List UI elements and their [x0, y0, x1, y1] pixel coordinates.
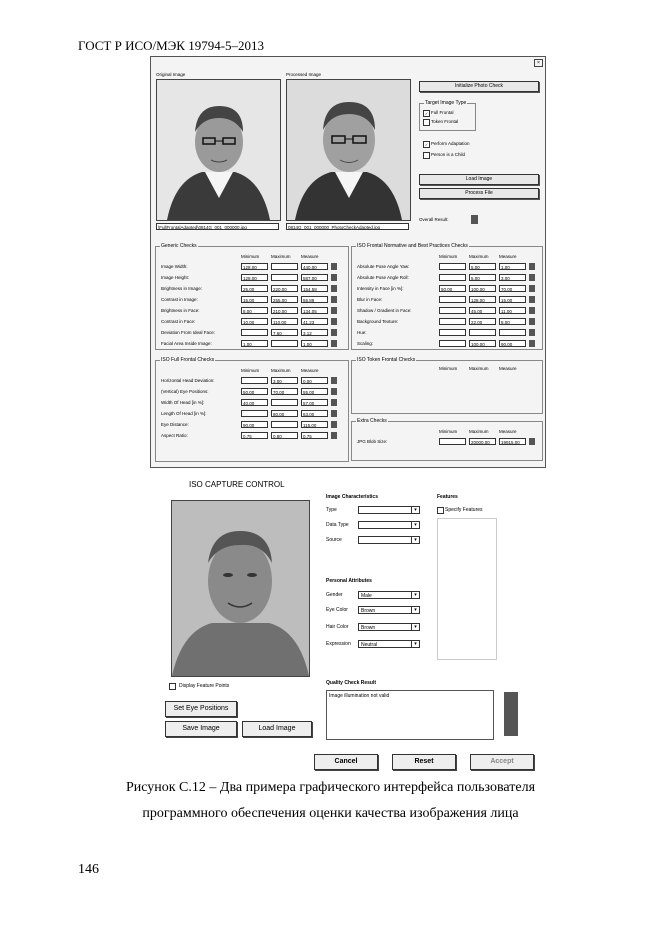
- maximum-field[interactable]: [271, 274, 298, 281]
- measure-field: 587.00: [301, 274, 328, 281]
- result-indicator: [331, 377, 337, 384]
- maximum-field[interactable]: 100.00: [469, 285, 496, 292]
- load-image-button-2[interactable]: Load Image: [242, 721, 312, 737]
- maximum-field[interactable]: 5.00: [469, 274, 496, 281]
- maximum-field[interactable]: 110.00: [271, 318, 298, 325]
- initialize-photo-check-button[interactable]: Initialize Photo Check: [419, 81, 539, 92]
- check-label: Image Height:: [161, 275, 190, 280]
- check-label: Hue:: [357, 330, 367, 335]
- measure-field: 1.00: [301, 340, 328, 347]
- original-image: [156, 79, 281, 221]
- check-label: Contrast in Face:: [161, 319, 196, 324]
- result-indicator: [331, 296, 337, 303]
- result-indicator: [331, 329, 337, 336]
- column-header: Minimum: [439, 366, 458, 371]
- perform-adaptation-label: Perform Adaptation: [431, 141, 470, 146]
- minimum-field[interactable]: 10.00: [241, 318, 268, 325]
- chevron-down-icon: ▾: [411, 507, 419, 513]
- check-label: Blur in Face:: [357, 297, 383, 302]
- measure-field: 440.00: [301, 263, 328, 270]
- measure-field: 41.23: [301, 318, 328, 325]
- measure-field: 57.00: [301, 399, 328, 406]
- original-image-label: Original Image: [156, 72, 186, 77]
- column-header: Measure: [499, 429, 517, 434]
- minimum-field[interactable]: [439, 274, 466, 281]
- measure-field: 154.58: [301, 285, 328, 292]
- chevron-down-icon: ▾: [411, 522, 419, 528]
- measure-field: 55.89: [301, 296, 328, 303]
- extra-checks-title: Extra Checks: [357, 418, 387, 424]
- result-indicator: [529, 318, 535, 325]
- measure-field: 15.00: [499, 296, 526, 303]
- person-child-checkbox[interactable]: [423, 152, 430, 159]
- gender-select[interactable]: [358, 591, 420, 599]
- minimum-field[interactable]: [439, 438, 466, 445]
- display-feature-points-checkbox[interactable]: [169, 683, 176, 690]
- result-indicator: [331, 263, 337, 270]
- result-indicator: [529, 438, 535, 445]
- chevron-down-icon: ▾: [411, 607, 419, 613]
- maximum-field[interactable]: [271, 340, 298, 347]
- column-header: Maximum: [271, 368, 291, 373]
- iso-full-frontal-title: ISO Full Frontal Checks: [161, 357, 215, 363]
- chevron-down-icon: ▾: [411, 641, 419, 647]
- figure-caption-line1: Рисунок С.12 – Два примера графического интерфейса пользователя: [125, 780, 536, 795]
- measure-field: 0.00: [301, 377, 328, 384]
- result-indicator: [529, 340, 535, 347]
- result-indicator: [331, 399, 337, 406]
- overall-result-indicator: [471, 215, 478, 224]
- maximum-field[interactable]: 22.00: [469, 318, 496, 325]
- processed-image: [286, 79, 411, 221]
- measure-field: 8.00: [499, 318, 526, 325]
- minimum-field[interactable]: [439, 263, 466, 270]
- check-label: Absolute Pose Angle Yaw:: [357, 264, 410, 269]
- gender-label: Gender: [326, 592, 343, 598]
- maximum-field[interactable]: 45.00: [469, 307, 496, 314]
- result-indicator: [529, 274, 535, 281]
- perform-adaptation-checkbox[interactable]: ✓: [424, 142, 429, 147]
- minimum-field[interactable]: [439, 296, 466, 303]
- reset-button[interactable]: Reset: [392, 754, 456, 770]
- measure-field: 90.00: [499, 340, 526, 347]
- measure-field: 1.00: [499, 263, 526, 270]
- check-label: Background Texture:: [357, 319, 399, 324]
- chevron-down-icon: ▾: [411, 537, 419, 543]
- full-frontal-label: Full Frontal: [431, 110, 454, 115]
- cancel-button[interactable]: Cancel: [314, 754, 378, 770]
- check-label: Eye Distance:: [161, 422, 189, 427]
- minimum-field[interactable]: 1.00: [241, 340, 268, 347]
- minimum-field[interactable]: [241, 377, 268, 384]
- measure-field: 70.00: [499, 285, 526, 292]
- token-frontal-radio[interactable]: [423, 119, 430, 126]
- maximum-field[interactable]: 128.00: [469, 296, 496, 303]
- data-type-select[interactable]: [358, 521, 420, 529]
- quality-result-label: Quality Check Result: [326, 680, 377, 686]
- maximum-field[interactable]: [271, 421, 298, 428]
- overall-result-label: Overall Result:: [419, 217, 449, 222]
- minimum-field[interactable]: [439, 340, 466, 347]
- target-image-type-group: [419, 100, 476, 131]
- result-indicator: [331, 285, 337, 292]
- chevron-down-icon: ▾: [411, 624, 419, 630]
- minimum-field[interactable]: 50.00: [241, 388, 268, 395]
- image-characteristics-label: Image Characteristics: [326, 494, 378, 500]
- capture-title: ISO CAPTURE CONTROL: [189, 480, 285, 489]
- measure-field: 3.00: [499, 274, 526, 281]
- result-indicator: [331, 307, 337, 314]
- measure-field: 19915.00: [499, 438, 526, 445]
- check-label: Contrast in Image:: [161, 297, 198, 302]
- generic-checks-title: Generic Checks: [161, 243, 197, 249]
- eye-color-select[interactable]: [358, 606, 420, 614]
- hair-color-value: Brown: [361, 625, 376, 631]
- maximum-field[interactable]: 80.00: [271, 410, 298, 417]
- minimum-field[interactable]: [439, 307, 466, 314]
- token-frontal-label: Token Frontal: [431, 119, 459, 124]
- figure-caption-line2: программного обеспечения оценки качества изображения лица: [142, 806, 519, 821]
- check-label: Aspect Ratio:: [161, 433, 188, 438]
- features-label: Features: [437, 494, 458, 500]
- column-header: Maximum: [469, 254, 489, 259]
- specify-features-label: Specify Features: [445, 507, 483, 513]
- minimum-field[interactable]: 15.00: [241, 296, 268, 303]
- minimum-field[interactable]: 128.00: [241, 274, 268, 281]
- column-header: Minimum: [241, 368, 260, 373]
- type-select[interactable]: [358, 506, 420, 514]
- check-label: Length Of Head [in %]:: [161, 411, 207, 416]
- load-image-button[interactable]: Load Image: [419, 174, 539, 185]
- result-indicator: [331, 340, 337, 347]
- measure-field: 11.00: [499, 307, 526, 314]
- hair-color-select[interactable]: [358, 623, 420, 631]
- save-image-button[interactable]: Save Image: [165, 721, 237, 737]
- column-header: Minimum: [439, 254, 458, 259]
- eye-color-value: Brown: [361, 608, 376, 614]
- check-label: Facial Area Inside Image:: [161, 341, 212, 346]
- maximum-field[interactable]: 210.00: [271, 307, 298, 314]
- check-label: Intensity in Face [in %]:: [357, 286, 404, 291]
- check-label: JPG Blob Size:: [357, 439, 388, 444]
- processed-image-label: Processed Image: [286, 72, 322, 77]
- result-indicator: [331, 421, 337, 428]
- features-list[interactable]: [437, 518, 497, 660]
- processed-path-field[interactable]: 0814G_001_000000_PhotoCheckAdapted.jpg: [286, 223, 409, 230]
- maximum-field[interactable]: 3.00: [271, 377, 298, 384]
- page-number: 146: [78, 862, 99, 877]
- iso-normative-title: ISO Frontal Normative and Best Practices Checks: [357, 243, 468, 249]
- result-indicator: [331, 274, 337, 281]
- gender-value: Male: [361, 593, 372, 599]
- minimum-field[interactable]: 0.75: [241, 432, 268, 439]
- check-label: Brightness in Image:: [161, 286, 203, 291]
- minimum-field[interactable]: [439, 329, 466, 336]
- minimum-field[interactable]: 90.00: [241, 421, 268, 428]
- accept-button[interactable]: Accept: [470, 754, 534, 770]
- person-child-label: Person is a Child: [431, 152, 466, 157]
- result-indicator: [529, 329, 535, 336]
- maximum-field[interactable]: 0.80: [271, 432, 298, 439]
- maximum-field[interactable]: 20000.00: [469, 438, 496, 445]
- maximum-field[interactable]: [271, 399, 298, 406]
- measure-field: [499, 329, 526, 336]
- result-indicator: [331, 410, 337, 417]
- maximum-field[interactable]: 7.60: [271, 329, 298, 336]
- iso-token-title: ISO Token Frontal Checks: [357, 357, 416, 363]
- check-label: Image Width:: [161, 264, 188, 269]
- check-label: Brightness in Face:: [161, 308, 200, 313]
- maximum-field[interactable]: 70.00: [271, 388, 298, 395]
- check-label: Horizontal Head Deviation:: [161, 378, 215, 383]
- quality-result-indicator: [504, 692, 518, 736]
- maximum-field[interactable]: 220.00: [271, 285, 298, 292]
- expression-label: Expression: [326, 641, 351, 647]
- source-select[interactable]: [358, 536, 420, 544]
- measure-field: 55.00: [301, 388, 328, 395]
- column-header: Maximum: [469, 366, 489, 371]
- check-label: Absolute Pose Angle Roll:: [357, 275, 409, 280]
- source-label: Source: [326, 537, 342, 543]
- column-header: Measure: [499, 254, 517, 259]
- eye-color-label: Eye Color: [326, 607, 348, 613]
- measure-field: 0.75: [301, 432, 328, 439]
- result-indicator: [529, 263, 535, 270]
- column-header: Minimum: [439, 429, 458, 434]
- minimum-field[interactable]: 128.00: [241, 263, 268, 270]
- result-indicator: [331, 388, 337, 395]
- maximum-field[interactable]: 5.00: [469, 263, 496, 270]
- maximum-field[interactable]: 100.00: [469, 340, 496, 347]
- check-label: Deviation From Ideal Face:: [161, 330, 216, 335]
- measure-field: 115.00: [301, 421, 328, 428]
- result-indicator: [331, 432, 337, 439]
- minimum-field[interactable]: 40.00: [241, 399, 268, 406]
- measure-field: 134.05: [301, 307, 328, 314]
- minimum-field[interactable]: 25.00: [241, 285, 268, 292]
- close-icon[interactable]: ×: [534, 59, 543, 67]
- display-feature-points-label: Display Feature Points: [179, 683, 230, 689]
- column-header: Maximum: [469, 429, 489, 434]
- original-path-field[interactable]: \FullFrontalAdapted\0814G_001_000000.jpg: [156, 223, 279, 230]
- hair-color-label: Hair Color: [326, 624, 349, 630]
- full-frontal-radio[interactable]: ✓: [424, 111, 429, 116]
- check-label: Scaling:: [357, 341, 374, 346]
- data-type-label: Data Type: [326, 522, 349, 528]
- minimum-field[interactable]: [241, 329, 268, 336]
- set-eye-positions-button[interactable]: Set Eye Positions: [165, 701, 237, 717]
- document-header: ГОСТ Р ИСО/МЭК 19794-5–2013: [78, 38, 265, 53]
- result-indicator: [331, 318, 337, 325]
- result-indicator: [529, 307, 535, 314]
- maximum-field[interactable]: [271, 263, 298, 270]
- result-indicator: [529, 296, 535, 303]
- process-file-button[interactable]: Process File: [419, 188, 539, 199]
- maximum-field[interactable]: 255.00: [271, 296, 298, 303]
- minimum-field[interactable]: [439, 318, 466, 325]
- minimum-field[interactable]: 8.00: [241, 307, 268, 314]
- maximum-field[interactable]: [469, 329, 496, 336]
- check-label: (Vertical) Eye Positions:: [161, 389, 209, 394]
- target-image-type-label: Target Image Type: [425, 100, 467, 106]
- chevron-down-icon: ▾: [411, 592, 419, 598]
- result-indicator: [529, 285, 535, 292]
- type-label: Type: [326, 507, 337, 513]
- column-header: Measure: [301, 368, 319, 373]
- quality-result-box: Image illumination not valid: [326, 690, 494, 740]
- expression-value: Neutral: [361, 642, 378, 648]
- check-label: Shadow / Gradient in Face:: [357, 308, 412, 313]
- minimum-field[interactable]: 50.00: [439, 285, 466, 292]
- photo-check-window: [150, 56, 546, 468]
- column-header: Measure: [499, 366, 517, 371]
- measure-field: 3.12: [301, 329, 328, 336]
- expression-select[interactable]: [358, 640, 420, 648]
- capture-photo: [171, 500, 310, 677]
- column-header: Measure: [301, 254, 319, 259]
- column-header: Maximum: [271, 254, 291, 259]
- specify-features-checkbox[interactable]: [437, 507, 444, 514]
- minimum-field[interactable]: [241, 410, 268, 417]
- measure-field: 63.00: [301, 410, 328, 417]
- personal-attributes-label: Personal Attributes: [326, 578, 372, 584]
- iso-capture-control-window: [151, 482, 523, 772]
- check-label: Width Of Head [in %]:: [161, 400, 205, 405]
- column-header: Minimum: [241, 254, 260, 259]
